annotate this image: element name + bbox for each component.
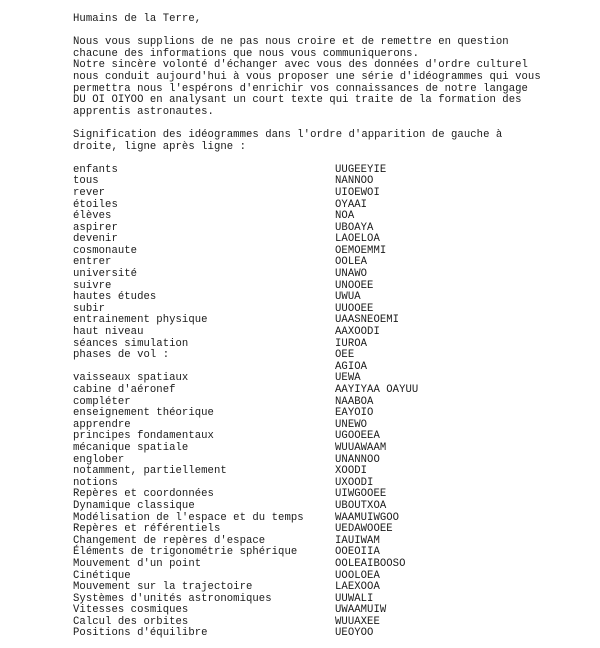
french-term: cabine d'aéronef <box>73 384 176 396</box>
ummo-ideogram: XOODI <box>335 465 368 478</box>
french-term: entrer <box>73 256 112 269</box>
french-term: vaisseaux spatiaux <box>73 372 189 385</box>
glossary-row <box>73 524 593 536</box>
glossary-row <box>73 211 593 223</box>
french-term: principes fondamentaux <box>73 430 214 443</box>
ummo-ideogram: IUROA <box>335 337 368 350</box>
french-term: notions <box>73 476 118 489</box>
french-term: haut niveau <box>73 326 144 339</box>
ummo-ideogram: UNEWO <box>335 418 368 431</box>
ummo-ideogram: UBOUTXOA <box>335 499 387 512</box>
glossary-row <box>73 257 593 269</box>
french-term: Vitesses cosmiques <box>73 604 189 617</box>
ummo-ideogram: UNAWO <box>335 268 368 281</box>
glossary-row <box>73 385 593 397</box>
glossary-row <box>73 200 593 212</box>
paragraph-line: chacune des informations que nous vous communiquerons. <box>73 47 419 60</box>
ummo-ideogram: AAXOODI <box>335 326 380 339</box>
french-term: Repères et référentiels <box>73 523 221 536</box>
french-term: devenir <box>73 233 118 246</box>
glossary-row <box>73 223 593 235</box>
french-term: étoiles <box>73 198 118 211</box>
ummo-ideogram: AAYIYAA OAYUU <box>335 384 419 396</box>
ummo-ideogram: UOOLOEA <box>335 569 380 582</box>
glossary-row <box>73 408 593 420</box>
ummo-ideogram: AGIOA <box>335 360 368 373</box>
french-term: apprendre <box>73 418 131 431</box>
ummo-ideogram: OEMOEMMI <box>335 244 387 257</box>
french-term: tous <box>73 175 99 188</box>
document-page <box>73 14 593 640</box>
french-term: Changement de repères d'espace <box>73 534 266 547</box>
ummo-ideogram: UIWGOOEE <box>335 488 387 501</box>
french-term: hautes études <box>73 291 157 304</box>
french-term: Modélisation de l'espace et du temps <box>73 511 304 524</box>
paragraph-line: nous conduit aujourd'hui à vous proposer une série d'idéogrammes qui vous <box>73 70 541 83</box>
french-term: compléter <box>73 395 131 408</box>
glossary-row <box>73 327 593 339</box>
glossary-intro <box>73 130 593 153</box>
ummo-ideogram: NOA <box>335 210 355 223</box>
french-term: cosmonaute <box>73 244 138 257</box>
ummo-ideogram: OOLEAIBOOSO <box>335 557 406 570</box>
paragraph-line: DU OI OIYOO en analysant un court texte qui traite de la formation des <box>73 94 522 107</box>
french-term: Mouvement sur la trajectoire <box>73 581 253 594</box>
french-term: mécanique spatiale <box>73 441 189 454</box>
ummo-ideogram: UWAAMUIW <box>335 604 387 617</box>
glossary-row <box>73 246 593 258</box>
french-term: subir <box>73 302 106 315</box>
paragraph-line: apprentis astronautes. <box>73 105 214 118</box>
ummo-ideogram: EAYOIO <box>335 407 374 420</box>
ummo-ideogram: UWUA <box>335 291 361 304</box>
french-term: élèves <box>73 210 112 223</box>
glossary-row <box>73 165 593 177</box>
french-term: phases de vol : <box>73 349 170 362</box>
french-term: Systèmes d'unités astronomiques <box>73 592 272 605</box>
glossary-row <box>73 350 593 362</box>
ummo-ideogram: IAUIWAM <box>335 534 380 547</box>
french-term: englober <box>73 453 125 466</box>
ummo-ideogram: NAABOA <box>335 395 374 408</box>
paragraph-line: Nous vous supplions de ne pas nous croire et de remettre en question <box>73 36 509 49</box>
french-term: suivre <box>73 279 112 292</box>
french-term: Repères et coordonnées <box>73 488 214 501</box>
greeting: Humains de la Terre, <box>73 13 202 25</box>
ummo-ideogram: UNOOEE <box>335 279 374 292</box>
ummo-ideogram: UEDAWOOEE <box>335 523 393 536</box>
ummo-ideogram: UEOYOO <box>335 627 374 640</box>
french-term: université <box>73 268 138 281</box>
paragraph-line: Notre sincère volonté d'échanger avec vous des données d'ordre culturel <box>73 59 528 72</box>
glossary-row <box>73 292 593 304</box>
ummo-ideogram: LAEXOOA <box>335 581 380 594</box>
french-term: séances simulation <box>73 337 189 350</box>
glossary-row <box>73 234 593 246</box>
french-term: Cinétique <box>73 569 131 582</box>
ummo-ideogram: WUUAWAAM <box>335 441 387 454</box>
ummo-ideogram: NANNOO <box>335 175 374 188</box>
ummo-ideogram: UEWA <box>335 372 361 385</box>
ummo-ideogram: OYAAI <box>335 198 368 211</box>
glossary-row <box>73 269 593 281</box>
french-term: Dynamique classique <box>73 499 195 512</box>
glossary-row <box>73 315 593 327</box>
glossary-row <box>73 443 593 455</box>
french-term: Calcul des orbites <box>73 615 189 628</box>
ummo-ideogram: OEE <box>335 349 355 362</box>
french-term: aspirer <box>73 221 118 234</box>
ummo-ideogram: UXOODI <box>335 476 374 489</box>
french-term: entrainement physique <box>73 314 208 327</box>
paragraph-line: permettra nous l'espérons d'enrichir vos connaissances de notre langage <box>73 82 528 95</box>
glossary-row <box>73 501 593 513</box>
ummo-ideogram: OOEOIIA <box>335 546 380 559</box>
french-term: Positions d'équilibre <box>73 627 208 640</box>
glossary-row <box>73 559 593 571</box>
ummo-ideogram: LAOELOA <box>335 233 380 246</box>
glossary-row <box>73 582 593 594</box>
ummo-ideogram: UUGEEYIE <box>335 163 387 176</box>
french-term: Mouvement d'un point <box>73 557 202 570</box>
paragraph-line: Signification des idéogrammes dans l'ordre d'apparition de gauche à <box>73 128 503 141</box>
ummo-ideogram: OOLEA <box>335 256 368 269</box>
ummo-ideogram: UIOEWOI <box>335 186 380 199</box>
ummo-ideogram: UBOAYA <box>335 221 374 234</box>
french-term: rever <box>73 186 106 199</box>
ummo-ideogram: UUWALI <box>335 592 374 605</box>
french-term: notamment, partiellement <box>73 465 227 478</box>
ummo-ideogram: UAASNEOEMI <box>335 314 400 327</box>
ummo-ideogram: UNANNOO <box>335 453 380 466</box>
glossary-row <box>73 176 593 188</box>
french-term: Éléments de trigonométrie sphérique <box>73 546 298 559</box>
ummo-ideogram: UUOOEE <box>335 302 374 315</box>
glossary-row <box>73 628 593 640</box>
ummo-ideogram: WAAMUIWGOO <box>335 511 400 524</box>
glossary-table <box>73 165 593 640</box>
glossary-row <box>73 188 593 200</box>
ummo-ideogram: WUUAXEE <box>335 615 380 628</box>
french-term: enfants <box>73 163 118 176</box>
intro-paragraph <box>73 37 593 118</box>
french-term: enseignement théorique <box>73 407 214 420</box>
ummo-ideogram: UGOOEEA <box>335 430 380 443</box>
paragraph-line: droite, ligne après ligne : <box>73 140 246 153</box>
glossary-row <box>73 466 593 478</box>
